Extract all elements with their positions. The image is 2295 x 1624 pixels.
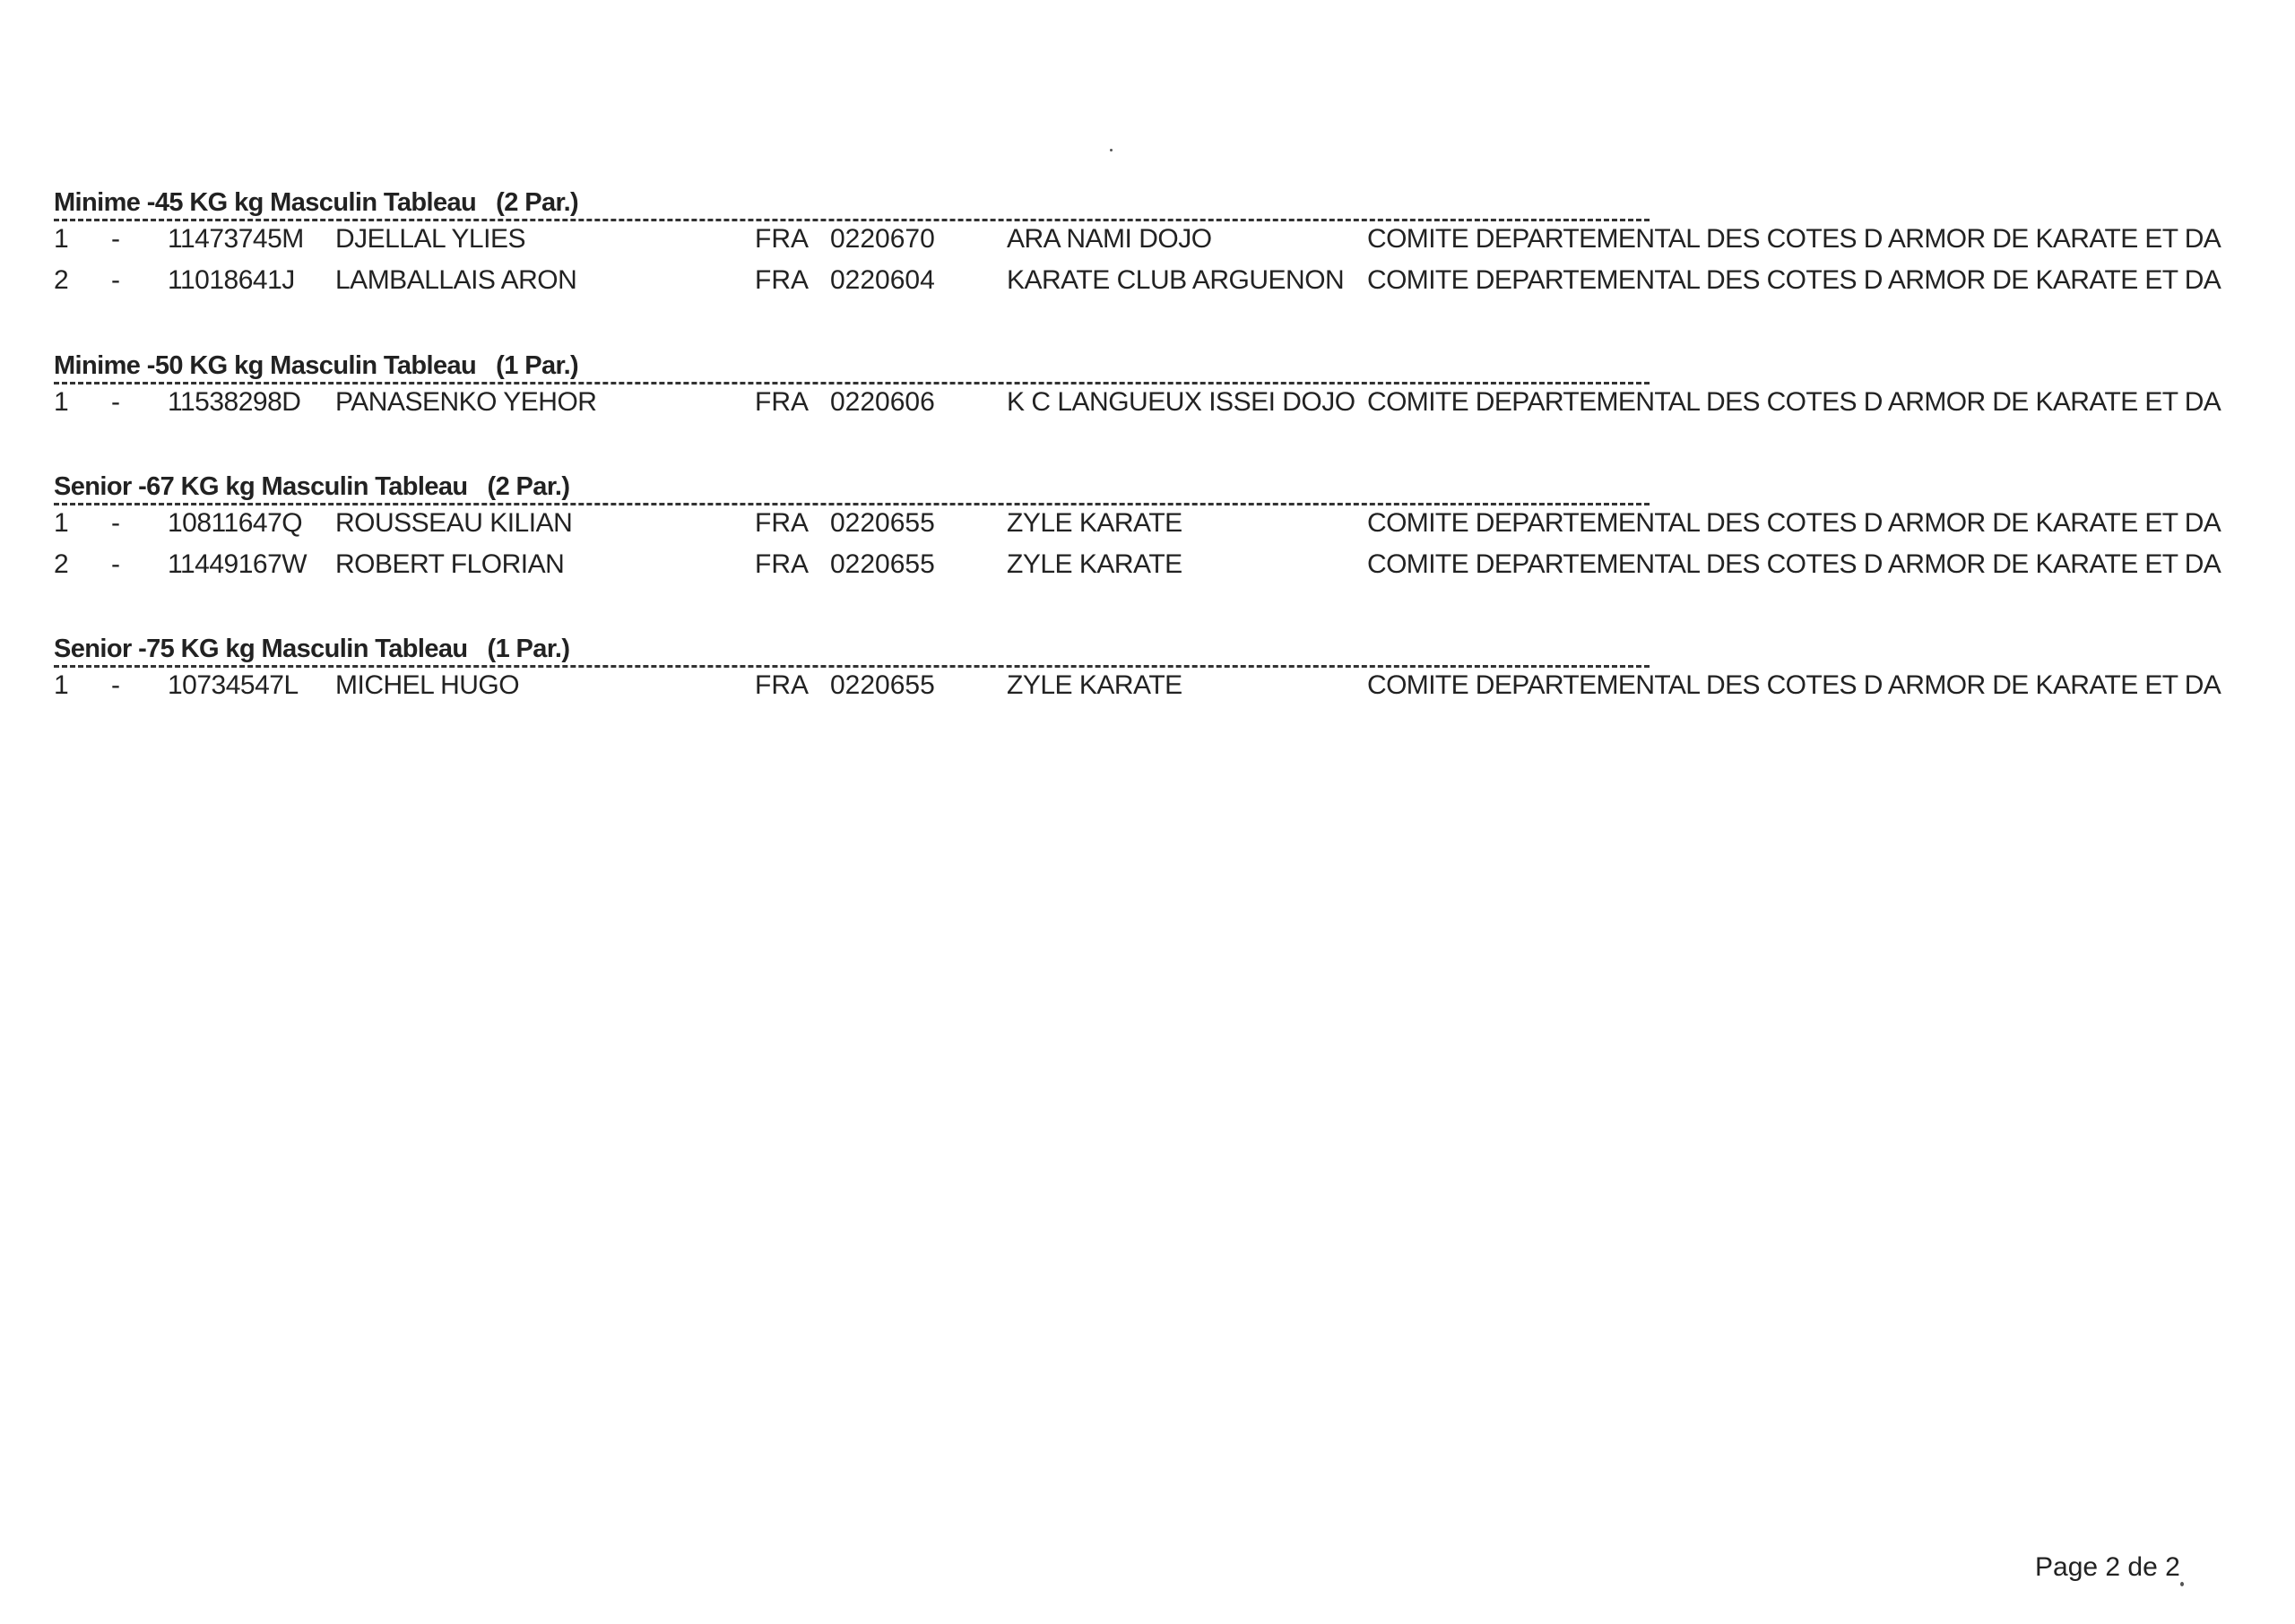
- club-code: 0220655: [830, 549, 935, 579]
- result-row: [54, 220, 2221, 262]
- ligue-name: COMITE DEPARTEMENTAL DES COTES D ARMOR DE KARATE ET DA: [1367, 670, 2221, 700]
- ligue-name: COMITE DEPARTEMENTAL DES COTES D ARMOR DE KARATE ET DA: [1367, 265, 2221, 295]
- club-name: ZYLE KARATE: [1007, 549, 1182, 579]
- category-block: [54, 635, 2221, 708]
- nationality: FRA: [755, 224, 809, 254]
- rank: 2: [54, 549, 69, 579]
- club-code: 0220606: [830, 387, 935, 417]
- category-header: [54, 351, 1650, 384]
- club-code: 0220655: [830, 670, 935, 700]
- club-name: KARATE CLUB ARGUENON: [1007, 265, 1345, 295]
- license-number: 11449167W: [168, 549, 307, 579]
- ligue-name: COMITE DEPARTEMENTAL DES COTES D ARMOR DE KARATE ET DA: [1367, 549, 2221, 579]
- result-row: [54, 262, 2221, 303]
- participant-count: (2 Par.): [496, 188, 579, 217]
- club-code: 0220670: [830, 224, 935, 254]
- separator: -: [111, 265, 120, 295]
- category-header: [54, 472, 1650, 505]
- separator: -: [111, 224, 120, 254]
- rank: 1: [54, 670, 69, 700]
- rank: 1: [54, 224, 69, 254]
- license-number: 11473745M: [168, 224, 304, 254]
- license-number: 10734547L: [168, 670, 299, 700]
- ligue-name: COMITE DEPARTEMENTAL DES COTES D ARMOR DE KARATE ET DA: [1367, 508, 2221, 538]
- participant-count: (1 Par.): [496, 351, 579, 380]
- rank: 1: [54, 508, 69, 538]
- participant-count: (1 Par.): [487, 635, 570, 663]
- nationality: FRA: [755, 549, 809, 579]
- nationality: FRA: [755, 387, 809, 417]
- page-number: Page 2 de 2: [2035, 1552, 2180, 1582]
- category-title: Minime -45 KG kg Masculin Tableau (2 Par.): [54, 188, 579, 217]
- category-block: [54, 472, 2221, 587]
- category-block: [54, 351, 2221, 425]
- participant-count: (2 Par.): [487, 472, 570, 501]
- separator: -: [111, 508, 120, 538]
- category-title: Senior -75 KG kg Masculin Tableau (1 Par.): [54, 635, 570, 663]
- result-row: [54, 667, 2221, 708]
- category-title: Minime -50 KG kg Masculin Tableau (1 Par.): [54, 351, 579, 380]
- license-number: 10811647Q: [168, 508, 303, 538]
- rank: 2: [54, 265, 69, 295]
- category-header: [54, 188, 1650, 220]
- result-row: [54, 384, 2221, 425]
- category-header: [54, 635, 1650, 667]
- nationality: FRA: [755, 508, 809, 538]
- scan-speck: [1110, 149, 1113, 151]
- separator: -: [111, 670, 120, 700]
- ligue-name: COMITE DEPARTEMENTAL DES COTES D ARMOR DE KARATE ET DA: [1367, 387, 2221, 417]
- result-row: [54, 505, 2221, 546]
- nationality: FRA: [755, 670, 809, 700]
- license-number: 11018641J: [168, 265, 295, 295]
- separator: -: [111, 549, 120, 579]
- result-row: [54, 546, 2221, 587]
- athlete-name: PANASENKO YEHOR: [335, 387, 597, 417]
- category-block: [54, 188, 2221, 303]
- athlete-name: MICHEL HUGO: [335, 670, 520, 700]
- athlete-name: ROUSSEAU KILIAN: [335, 508, 573, 538]
- athlete-name: LAMBALLAIS ARON: [335, 265, 577, 295]
- nationality: FRA: [755, 265, 809, 295]
- athlete-name: ROBERT FLORIAN: [335, 549, 565, 579]
- scan-speck: [2180, 1582, 2184, 1586]
- club-name: K C LANGUEUX ISSEI DOJO: [1007, 387, 1355, 417]
- ligue-name: COMITE DEPARTEMENTAL DES COTES D ARMOR DE KARATE ET DA: [1367, 224, 2221, 254]
- club-code: 0220655: [830, 508, 935, 538]
- separator: -: [111, 387, 120, 417]
- athlete-name: DJELLAL YLIES: [335, 224, 525, 254]
- club-code: 0220604: [830, 265, 935, 295]
- category-title: Senior -67 KG kg Masculin Tableau (2 Par.): [54, 472, 570, 501]
- license-number: 11538298D: [168, 387, 301, 417]
- rank: 1: [54, 387, 69, 417]
- club-name: ZYLE KARATE: [1007, 508, 1182, 538]
- club-name: ARA NAMI DOJO: [1007, 224, 1212, 254]
- club-name: ZYLE KARATE: [1007, 670, 1182, 700]
